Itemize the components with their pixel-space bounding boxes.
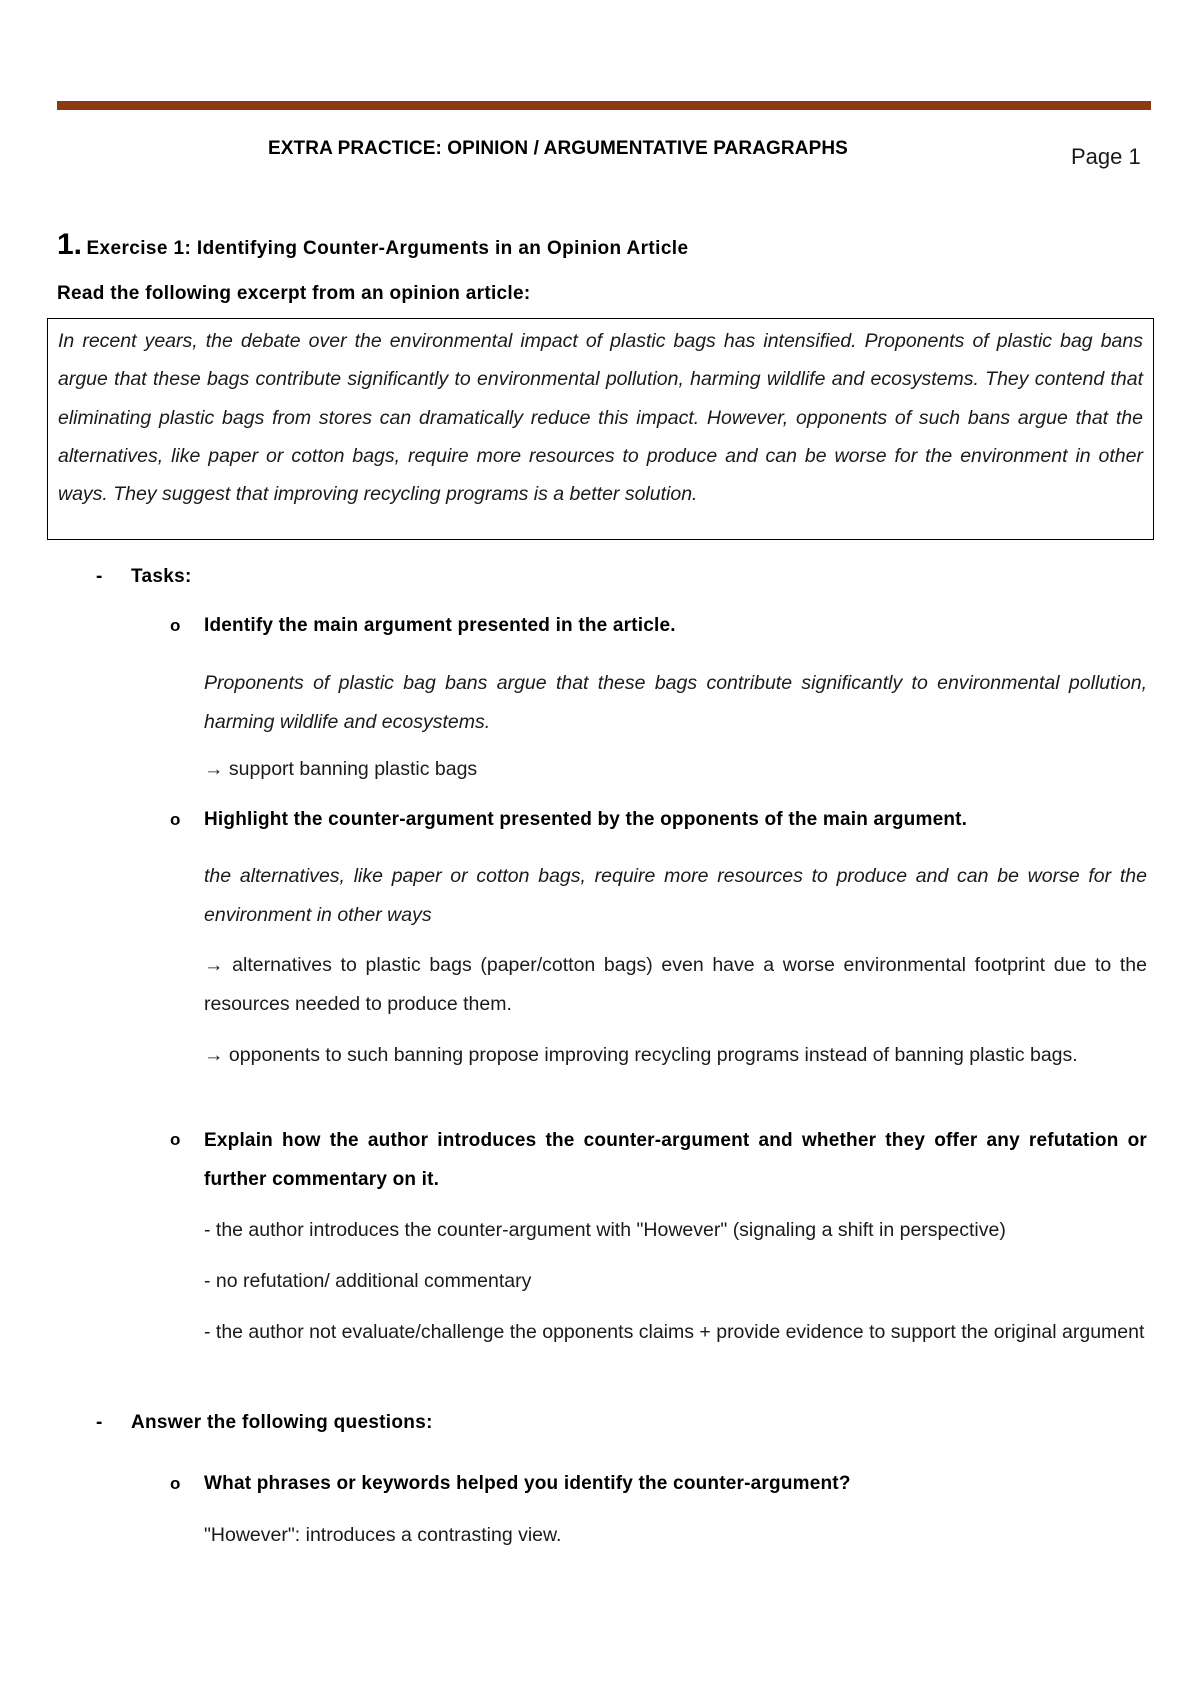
tasks-dash-bullet: - [96,566,103,587]
tasks-label: Tasks: [131,566,192,587]
task-2-answer-2: → opponents to such banning propose improving recycling programs instead of banning plastic bags. [204,1044,1078,1066]
article-excerpt: In recent years, the debate over the environmental impact of plastic bags has intensified. Proponents of plastic bag bans argue that these bags contribute significantly to environmental pollution, harming wildlife and ecosystems. They contend that eliminating plastic bags from stores can dramatically reduce this impact. However, opponents of such bans argue that the alternatives, like paper or cotton bags, require more resources to produce and can be worse for the environment in other ways. They suggest that improving recycling programs is a better solution. [47,318,1154,540]
page-number: Page 1 [1071,144,1141,169]
question-1-text: What phrases or keywords helped you identify the counter-argument? [204,1473,851,1494]
task-1-answer-1: → support banning plastic bags [204,758,478,780]
reading-instruction: Read the following excerpt from an opinion article: [57,283,531,304]
questions-dash-bullet: - [96,1412,103,1433]
task-3-answer-3: - the author not evaluate/challenge the opponents claims + provide evidence to support the original argument [204,1321,1145,1343]
exercise-title: Exercise 1: Identifying Counter-Arguments in an Opinion Article [86,238,689,259]
header-rule [57,101,1151,110]
task-3-question: Explain how the author introduces the counter-argument and whether they offer any refutation or further commentary on it. [204,1130,1147,1190]
task-3-answer-1: - the author introduces the counter-argument with "However" (signaling a shift in perspective) [204,1219,1006,1241]
task-2-bullet: o [170,810,181,829]
task-2-answer-1: → alternatives to plastic bags (paper/cotton bags) even have a worse environmental footprint due to the resources needed to produce them. [204,954,1147,1015]
question-1-answer: "However": introduces a contrasting view. [204,1524,562,1546]
document-title: EXTRA PRACTICE: OPINION / ARGUMENTATIVE PARAGRAPHS [268,138,848,159]
task-1-quote: Proponents of plastic bag bans argue that these bags contribute significantly to environmental pollution, harming wildlife and ecosystems. [204,672,1147,733]
task-1-question: Identify the main argument presented in the article. [204,615,676,636]
task-2-quote: the alternatives, like paper or cotton bags, require more resources to produce and can be worse for the environment in other ways [204,865,1147,926]
task-2-question: Highlight the counter-argument presented by the opponents of the main argument. [204,809,968,830]
task-1-bullet: o [170,616,181,635]
task-3-bullet: o [170,1130,181,1149]
task-3-answer-2: - no refutation/ additional commentary [204,1270,532,1292]
exercise-heading [57,228,688,262]
question-1-bullet: o [170,1474,181,1493]
exercise-number: 1. [57,228,83,261]
questions-label: Answer the following questions: [131,1412,433,1433]
